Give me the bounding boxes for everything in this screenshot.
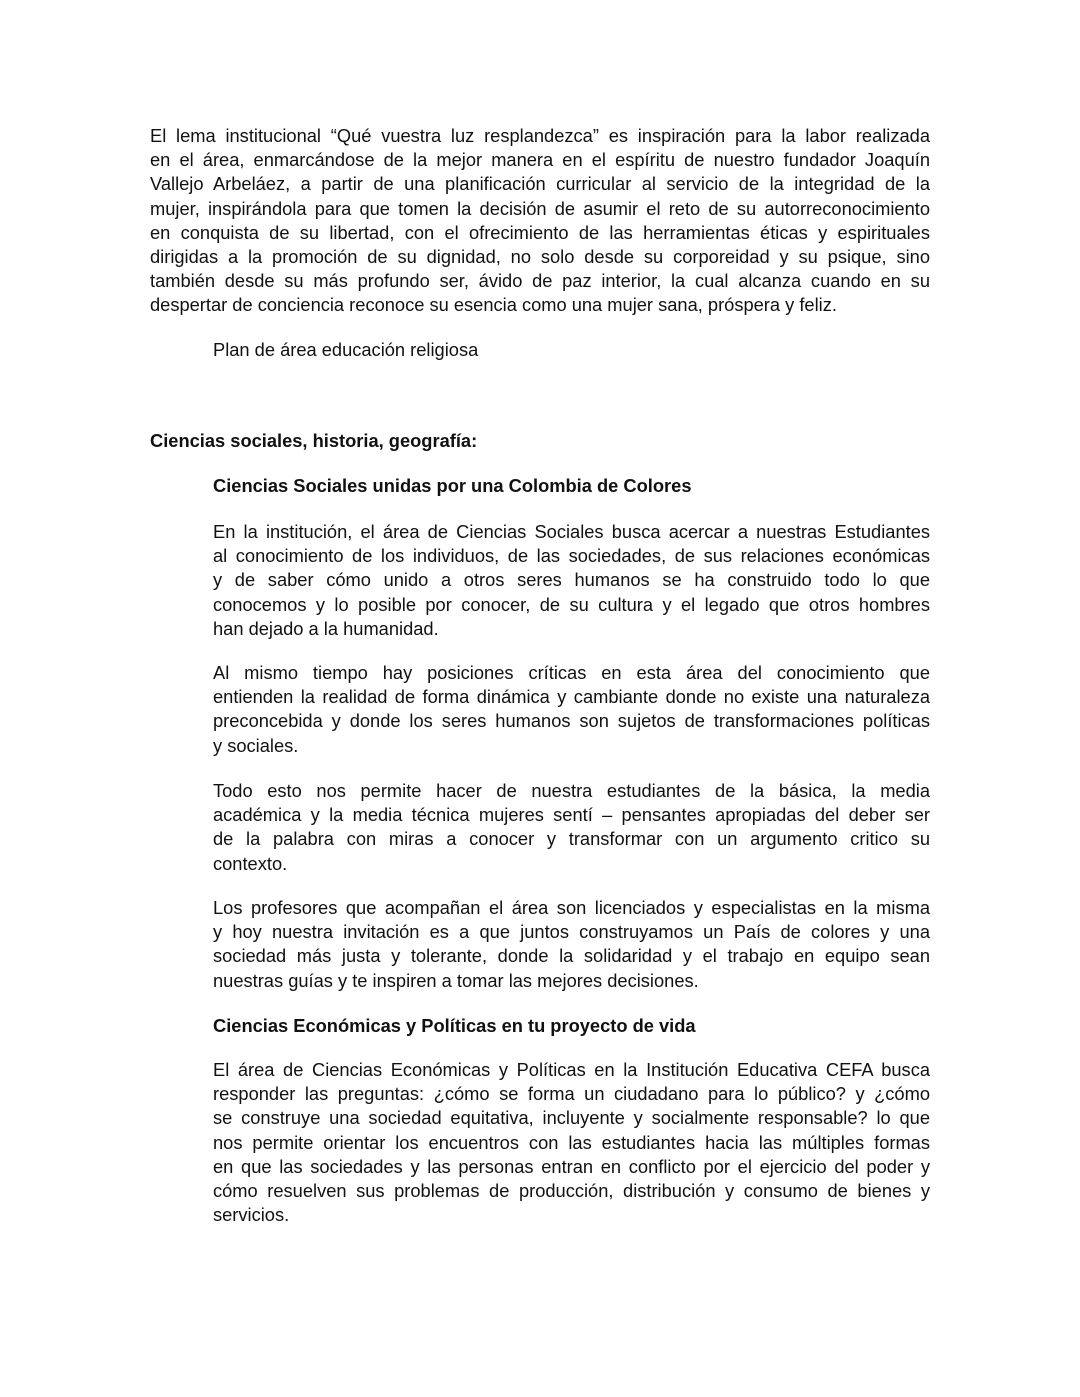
text-line: cómo resuelven sus problemas de producción, distribución y consumo de bienes y: [213, 1179, 930, 1201]
text-line: de la palabra con miras a conocer y transformar con un argumento critico su: [213, 828, 930, 850]
text-line: nuestras guías y te inspiren a tomar las mejores decisiones.: [213, 969, 699, 991]
text-line: Vallejo Arbeláez, a partir de una planificación curricular al servicio de la integridad de la: [150, 173, 930, 195]
text-line: despertar de conciencia reconoce su esencia como una mujer sana, próspera y feliz.: [150, 294, 837, 316]
text-line: académica y la media técnica mujeres sentí – pensantes apropiadas del deber ser: [213, 804, 930, 826]
text-line: en el área, enmarcándose de la mejor manera en el espíritu de nuestro fundador Joaquín: [150, 149, 930, 171]
text-line: se construye una sociedad equitativa, incluyente y socialmente responsable? lo que: [213, 1107, 930, 1129]
social-paragraph-4: [213, 896, 930, 993]
text-line: nos permite orientar los encuentros con las estudiantes hacia las múltiples formas: [213, 1131, 930, 1153]
text-line: responder las preguntas: ¿cómo se forma un ciudadano para lo público? y ¿cómo: [213, 1083, 930, 1105]
text-line: servicios.: [213, 1204, 290, 1226]
subheading-social-sciences: Ciencias Sociales unidas por una Colombia de Colores: [213, 475, 692, 496]
text-line: entienden la realidad de forma dinámica y cambiante donde no existe una naturaleza: [213, 686, 930, 708]
text-line: también desde su más profundo ser, ávido de paz interior, la cual alcanza cuando en su: [150, 270, 930, 292]
social-paragraph-1: [213, 520, 930, 641]
text-line: mujer, inspirándola para que tomen la decisión de asumir el reto de su autorreconocimiento: [150, 197, 930, 219]
social-paragraph-2: [213, 661, 930, 758]
text-line: y hoy nuestra invitación es a que juntos construyamos un País de colores y una: [213, 921, 930, 943]
text-line: han dejado a la humanidad.: [213, 617, 439, 639]
text-line: Todo esto nos permite hacer de nuestra estudiantes de la básica, la media: [213, 780, 930, 801]
subheading-economics: Ciencias Económicas y Políticas en tu proyecto de vida: [213, 1015, 696, 1036]
section-heading: Ciencias sociales, historia, geografía:: [150, 430, 478, 451]
text-line: al conocimiento de los individuos, de las sociedades, de sus relaciones económicas: [213, 545, 930, 567]
text-line: conocemos y lo posible por conocer, de su cultura y el legado que otros hombres: [213, 593, 930, 615]
text-line: sociedad más justa y tolerante, donde la solidaridad y el trabajo en equipo sean: [213, 945, 930, 967]
text-line: Los profesores que acompañan el área son licenciados y especialistas en la misma: [213, 897, 930, 918]
text-line: y de saber cómo unido a otros seres humanos se ha construido todo lo que: [213, 569, 930, 591]
text-line: El lema institucional “Qué vuestra luz resplandezca” es inspiración para la labor realizada: [150, 125, 930, 146]
text-line: en conquista de su libertad, con el ofrecimiento de las herramientas éticas y espirituales: [150, 221, 930, 243]
text-line: y sociales.: [213, 734, 299, 756]
text-line: En la institución, el área de Ciencias Sociales busca acercar a nuestras Estudiantes: [213, 521, 930, 542]
text-line: dirigidas a la promoción de su dignidad, no solo desde su corporeidad y su psique, sino: [150, 245, 930, 267]
economics-paragraph: [213, 1058, 930, 1227]
intro-paragraph: [150, 124, 930, 318]
text-line: contexto.: [213, 852, 288, 874]
plan-area-link[interactable]: Plan de área educación religiosa: [213, 339, 479, 360]
text-line: en que las sociedades y las personas entran en conflicto por el ejercicio del poder y: [213, 1155, 930, 1177]
text-line: El área de Ciencias Económicas y Políticas en la Institución Educativa CEFA busca: [213, 1059, 930, 1080]
text-line: preconcebida y donde los seres humanos son sujetos de transformaciones políticas: [213, 710, 930, 732]
text-line: Al mismo tiempo hay posiciones críticas en esta área del conocimiento que: [213, 662, 930, 683]
social-paragraph-3: [213, 779, 930, 876]
